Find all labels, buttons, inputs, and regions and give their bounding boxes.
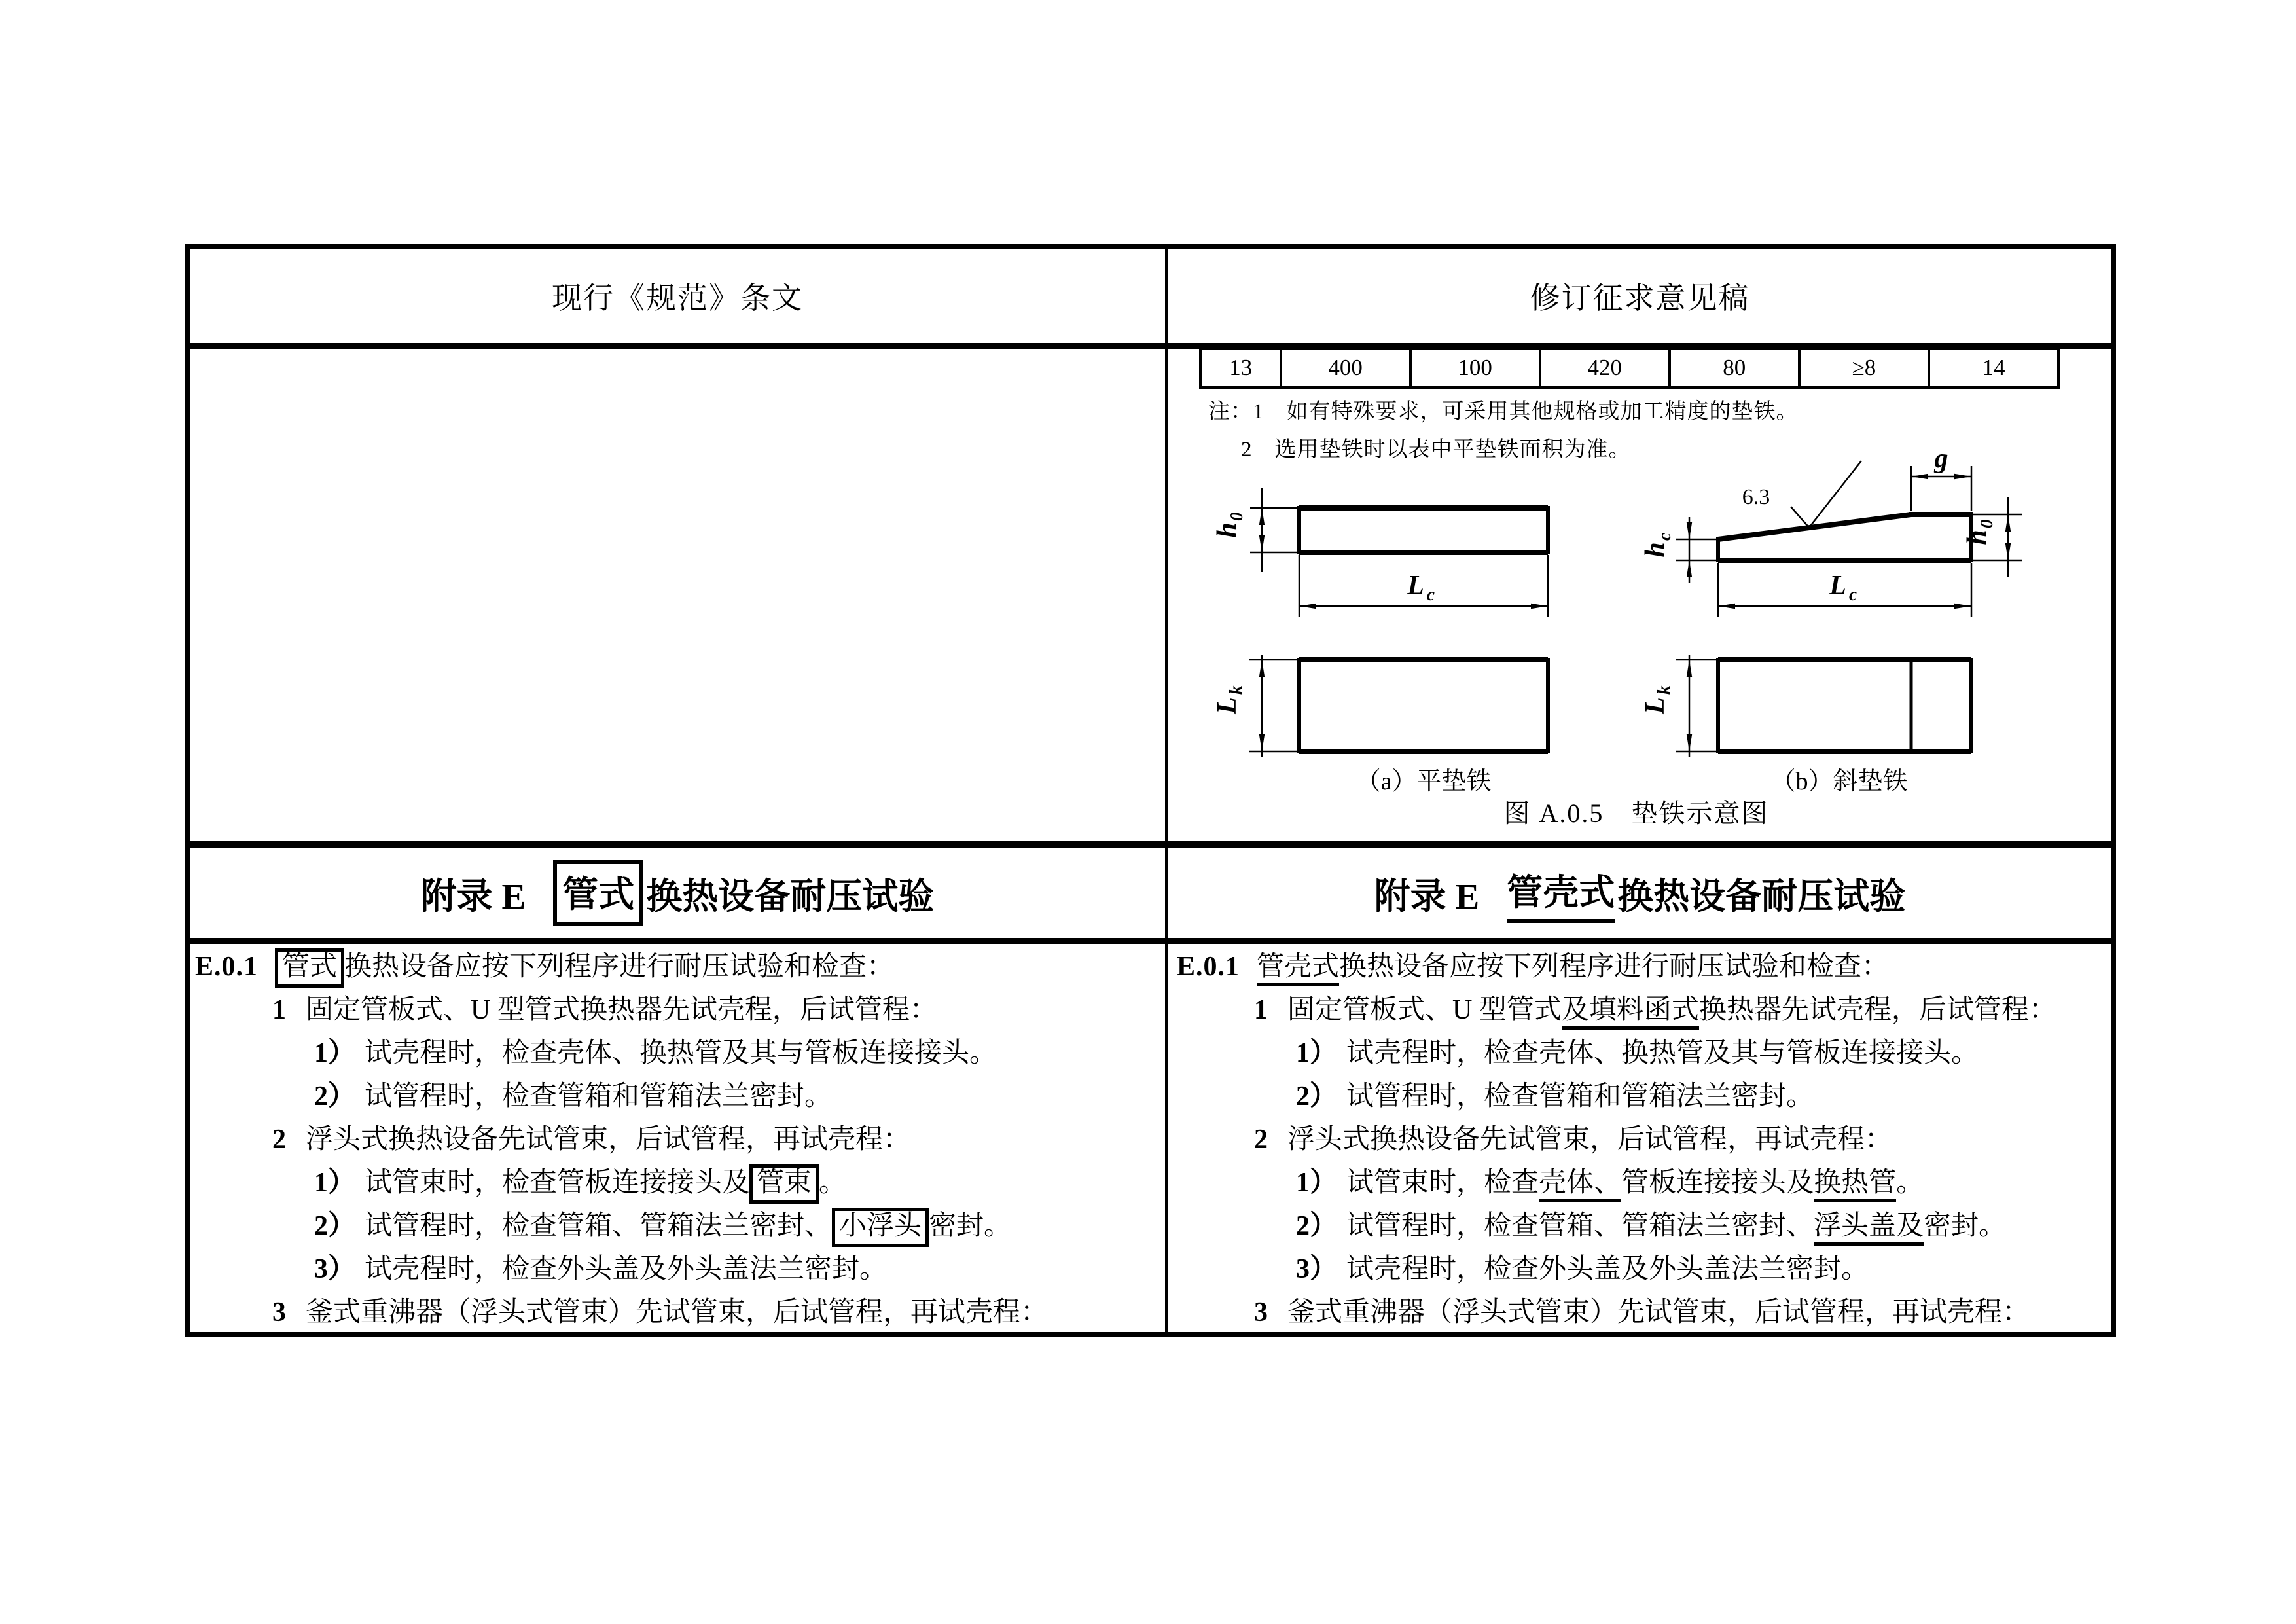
dim-Lc-b-label	[1829, 571, 1857, 604]
clause-body-revised	[1177, 945, 2109, 1332]
dim-Lk-a	[1212, 655, 1299, 757]
dim-Lk-b	[1640, 655, 1718, 757]
svg-text:c: c	[1849, 585, 1857, 604]
svg-text:L: L	[1407, 571, 1424, 601]
clause-subitem: 3） 试壳程时，检查外头盖及外头盖法兰密封。	[1296, 1254, 1869, 1284]
added-text-underline: 管壳式	[1507, 863, 1615, 923]
dim-hc	[1640, 517, 1718, 583]
section-top-rule	[190, 841, 2111, 848]
header-right-label: 修订征求意见稿	[1530, 281, 1750, 315]
clause-subitem: 1） 试管束时，检查管板连接接头及 管束 。	[195, 1161, 1160, 1204]
dim-Lc-a	[1299, 555, 1548, 617]
clause-body-current	[195, 945, 1160, 1332]
svg-text:L: L	[1212, 697, 1242, 714]
svg-text:0: 0	[1227, 512, 1246, 521]
header-cell-current-code	[190, 249, 1165, 343]
deleted-text-box: 小浮头	[832, 1208, 929, 1247]
clause-e01-left: E.0.1 管式 换热设备应按下列程序进行耐压试验和检查：	[195, 945, 1160, 988]
section-title-left: 换热设备耐压试验	[646, 876, 935, 916]
clause-item: 1 固定管板式、U 型管式换热器先试壳程，后试管程：	[272, 995, 937, 1025]
figure-title: 图 A.0.5 垫铁示意图	[1503, 799, 1769, 828]
svg-text:k: k	[1226, 685, 1246, 695]
clause-e01-right: E.0.1 管壳式换热设备应按下列程序进行耐压试验和检查：	[1177, 945, 2109, 988]
spec-cell: 14	[1982, 355, 2005, 380]
dim-h0-a-label	[1212, 512, 1246, 538]
section-bottom-rule	[190, 938, 2111, 944]
appendix-label: 附录 E	[420, 876, 526, 916]
svg-text:c: c	[1427, 585, 1435, 604]
dim-hc-label	[1640, 533, 1674, 558]
deleted-text-box: 管式	[275, 948, 344, 988]
clause-subitem: 2） 试管程时，检查管箱和管箱法兰密封。	[314, 1081, 833, 1111]
header-left-label: 现行《规范》条文	[552, 281, 803, 315]
clause-subitem: 2） 试管程时，检查管箱和管箱法兰密封。	[1296, 1081, 1814, 1111]
clause-item: 1 固定管板式、U 型管式及填料函式换热器先试壳程，后试管程：	[1177, 988, 2109, 1032]
appendix-label: 附录 E	[1374, 876, 1480, 916]
svg-text:L: L	[1829, 571, 1846, 601]
shim-diagram	[1165, 452, 2111, 841]
svg-text:h: h	[1212, 522, 1242, 538]
spec-cell: 13	[1202, 350, 1282, 386]
dim-h0-a	[1212, 488, 1299, 572]
spec-table	[1199, 347, 2060, 389]
spec-cell: 80	[1671, 350, 1801, 386]
section-header-right	[1168, 848, 2111, 938]
note-1: 注：1 如有特殊要求，可采用其他规格或加工精度的垫铁。	[1208, 400, 1799, 424]
added-text-underline: 及填料函式	[1562, 995, 1699, 1030]
surface-roughness-icon	[1742, 461, 1861, 528]
clause-subitem: 2） 试管程时，检查管箱、管箱法兰密封、 小浮头 密封。	[195, 1204, 1160, 1248]
added-text-underline: 壳体、	[1539, 1168, 1621, 1202]
added-text-underline: 管壳式	[1257, 952, 1339, 986]
dim-Lc-b	[1718, 563, 1971, 617]
svg-text:c: c	[1655, 533, 1674, 541]
svg-text:h: h	[1640, 542, 1670, 558]
comparison-table	[185, 244, 2116, 1337]
plan-view-inclined-shim	[1640, 655, 1971, 795]
svg-text:6.3: 6.3	[1742, 485, 1770, 509]
clause-subitem: 1） 试管束时，检查壳体、管板连接接头及换热管。	[1177, 1161, 2109, 1204]
added-text-underline: 换热管	[1814, 1168, 1896, 1202]
note-2: 2 选用垫铁时以表中平垫铁面积为准。	[1241, 438, 1631, 461]
caption-inclined-shim: （b）斜垫铁	[1770, 768, 1908, 795]
caption-flat-shim: （a）平垫铁	[1355, 768, 1492, 795]
section-header-left	[190, 848, 1165, 938]
dim-g-label: g	[1934, 452, 1948, 474]
dim-Lk-a-label	[1212, 685, 1246, 715]
dim-Lc-a-label	[1407, 571, 1435, 604]
header-cell-revised-draft	[1168, 249, 2111, 343]
spec-cell: 420	[1541, 350, 1671, 386]
clause-item: 3 釜式重沸器（浮头式管束）先试管束，后试管程，再试壳程：	[1254, 1297, 2030, 1327]
dim-g	[1911, 452, 1971, 511]
clause-item: 2 浮头式换热设备先试管束，后试管程，再试壳程：	[272, 1125, 911, 1155]
svg-text:0: 0	[1977, 519, 1996, 528]
spec-cell: ≥8	[1801, 350, 1930, 386]
clause-subitem: 3） 试壳程时，检查外头盖及外头盖法兰密封。	[314, 1254, 888, 1284]
clause-item: 3 釜式重沸器（浮头式管束）先试管束，后试管程，再试壳程：	[272, 1297, 1049, 1327]
plan-view-flat-shim	[1212, 655, 1548, 795]
svg-text:h: h	[1962, 530, 1992, 545]
dim-h0-b-label	[1962, 519, 1996, 545]
svg-text:L: L	[1640, 697, 1670, 714]
clause-subitem: 1） 试壳程时，检查壳体、换热管及其与管板连接接头。	[314, 1038, 997, 1068]
deleted-text-box: 管式	[553, 860, 643, 926]
deleted-text-box: 管束	[749, 1164, 819, 1204]
spec-cell: 400	[1282, 350, 1412, 386]
clause-subitem: 1） 试壳程时，检查壳体、换热管及其与管板连接接头。	[1296, 1038, 1979, 1068]
spec-cell: 100	[1412, 350, 1541, 386]
svg-text:k: k	[1654, 685, 1674, 695]
section-title-right: 换热设备耐压试验	[1617, 876, 1906, 916]
front-view-inclined-shim	[1640, 452, 2022, 617]
clause-item: 2 浮头式换热设备先试管束，后试管程，再试壳程：	[1254, 1125, 1893, 1155]
dim-Lk-b-label	[1640, 685, 1674, 715]
added-text-underline: 浮头盖及	[1814, 1211, 1924, 1246]
clause-subitem: 2） 试管程时，检查管箱、管箱法兰密封、浮头盖及密封。	[1177, 1204, 2109, 1248]
front-view-flat-shim	[1212, 488, 1548, 617]
